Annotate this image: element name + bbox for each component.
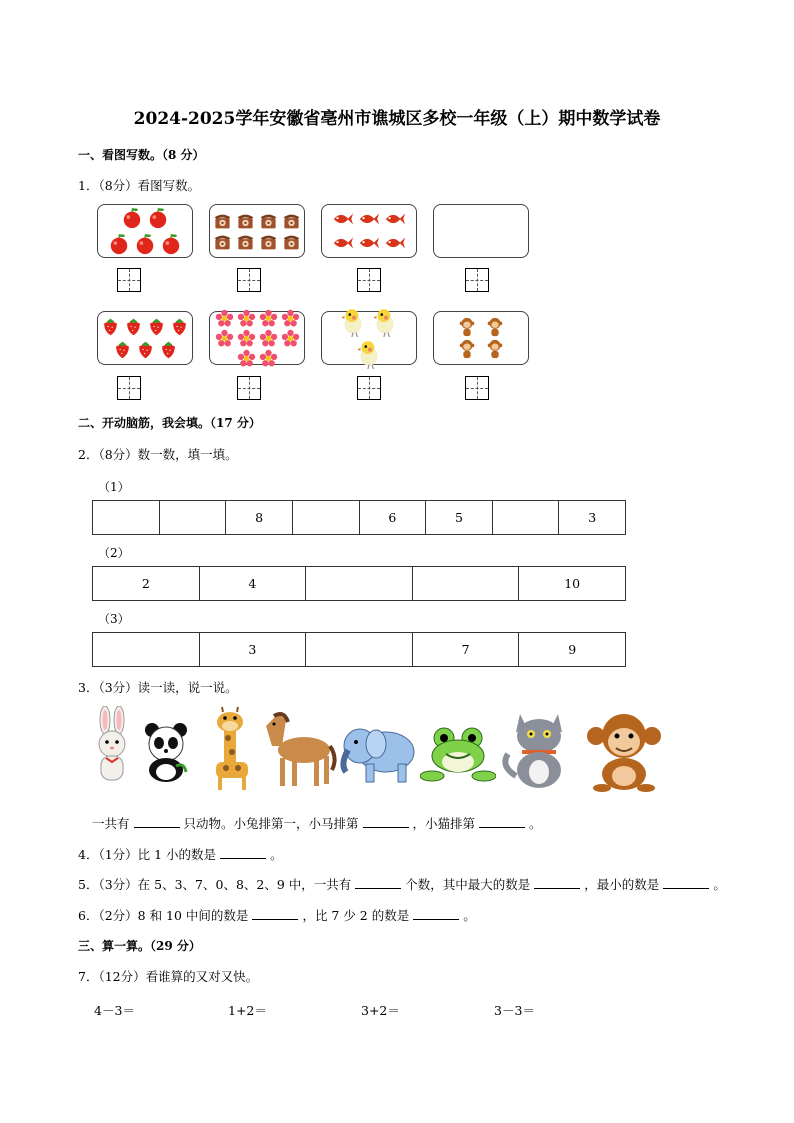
flower-icon	[259, 349, 278, 368]
horse-icon	[258, 706, 338, 788]
q4-text-a: 4．（1分）比 1 小的数是	[78, 847, 217, 862]
monkey-icon	[586, 712, 662, 792]
monkey-icon	[484, 316, 506, 338]
picture-box-empty	[433, 204, 529, 258]
sequence-cell[interactable]	[159, 501, 226, 535]
sequence-cell[interactable]	[93, 633, 200, 667]
telephone-icon	[213, 232, 232, 251]
sequence-cell[interactable]	[306, 567, 413, 601]
question-7: 7．（12分）看谁算的又对又快。	[78, 969, 259, 984]
answer-blank[interactable]	[479, 815, 525, 828]
sequence-cell[interactable]	[412, 567, 519, 601]
cat-icon	[500, 706, 580, 788]
question-4	[78, 845, 283, 863]
sequence-cell[interactable]	[306, 633, 413, 667]
flower-icon	[259, 309, 278, 328]
fish-icon	[358, 232, 380, 254]
answer-grid[interactable]	[237, 376, 261, 400]
section-heading-2: 二、开动脑筋，我会填。（17 分）	[78, 416, 261, 430]
q3-text-a: 一共有	[92, 816, 130, 831]
sequence-cell: 5	[426, 501, 493, 535]
picture-box-strawberries	[97, 311, 193, 365]
answer-blank[interactable]	[134, 815, 180, 828]
picture-box-apples	[97, 204, 193, 258]
part-label-3: （3）	[98, 612, 130, 626]
q5-text-a: 5．（3分）在 5、3、7、0、8、2、9 中，一共有	[78, 877, 352, 892]
strawberry-icon	[159, 340, 178, 359]
answer-grid[interactable]	[237, 268, 261, 292]
apple-icon	[121, 207, 143, 229]
answer-blank[interactable]	[355, 876, 401, 889]
fish-icon	[384, 232, 406, 254]
apple-icon	[108, 233, 130, 255]
fish-icon	[332, 232, 354, 254]
sequence-cell: 3	[559, 501, 626, 535]
flower-icon	[281, 329, 300, 348]
sequence-cell: 8	[226, 501, 293, 535]
fish-icon	[384, 208, 406, 230]
number-sequence-3	[92, 632, 626, 667]
panda-icon	[140, 722, 192, 782]
answer-grid[interactable]	[117, 376, 141, 400]
section-heading-1: 一、看图写数。（8 分）	[78, 148, 205, 162]
monkey-icon	[456, 338, 478, 360]
q5-text-d: 。	[713, 877, 726, 892]
monkey-icon	[456, 316, 478, 338]
answer-blank[interactable]	[534, 876, 580, 889]
telephone-icon	[236, 232, 255, 251]
answer-blank[interactable]	[363, 815, 409, 828]
q6-text-a: 6．（2分）8 和 10 中间的数是	[78, 908, 249, 923]
page-title: 2024-2025学年安徽省亳州市谯城区多校一年级（上）期中数学试卷	[133, 109, 661, 129]
q3-text-d: 。	[529, 816, 542, 831]
strawberry-icon	[136, 340, 155, 359]
question-6	[78, 906, 476, 924]
number-sequence-2	[92, 566, 626, 601]
monkey-icon	[484, 338, 506, 360]
q5-text-c: ，最小的数是	[584, 877, 660, 892]
question-5	[78, 875, 726, 893]
strawberry-icon	[113, 340, 132, 359]
part-label-2: （2）	[98, 546, 130, 560]
sequence-cell: 3	[199, 633, 306, 667]
apple-icon	[134, 233, 156, 255]
bird-icon	[356, 339, 382, 369]
elephant-icon	[338, 720, 418, 784]
number-sequence-1	[92, 500, 626, 535]
picture-box-fish	[321, 204, 417, 258]
flower-icon	[237, 309, 256, 328]
flower-icon	[259, 329, 278, 348]
apple-icon	[147, 207, 169, 229]
calc-item: 3+2＝	[361, 1003, 400, 1018]
q6-text-b: ，比 7 少 2 的数是	[302, 908, 410, 923]
answer-grid[interactable]	[465, 268, 489, 292]
strawberry-icon	[170, 317, 189, 336]
calc-item: 1+2＝	[228, 1003, 267, 1018]
flower-icon	[215, 309, 234, 328]
answer-blank[interactable]	[252, 907, 298, 920]
question-1: 1．（8分）看图写数。	[78, 178, 201, 193]
answer-blank[interactable]	[663, 876, 709, 889]
giraffe-icon	[206, 706, 258, 792]
sequence-cell: 4	[199, 567, 306, 601]
strawberry-icon	[101, 317, 120, 336]
sequence-cell: 2	[93, 567, 200, 601]
question-3: 3．（3分）读一读，说一说。	[78, 680, 238, 695]
telephone-icon	[282, 232, 301, 251]
telephone-icon	[236, 211, 255, 230]
section-heading-3: 三、算一算。（29 分）	[78, 939, 201, 953]
telephone-icon	[259, 232, 278, 251]
q5-text-b: 个数，其中最大的数是	[405, 877, 531, 892]
answer-blank[interactable]	[220, 846, 266, 859]
rabbit-icon	[90, 706, 134, 786]
strawberry-icon	[124, 317, 143, 336]
picture-box-flowers	[209, 311, 305, 365]
telephone-icon	[282, 211, 301, 230]
picture-box-birds	[321, 311, 417, 365]
flower-icon	[237, 329, 256, 348]
answer-grid[interactable]	[465, 376, 489, 400]
answer-grid[interactable]	[357, 376, 381, 400]
sequence-cell[interactable]	[292, 501, 359, 535]
apple-icon	[160, 233, 182, 255]
picture-box-monkeys	[433, 311, 529, 365]
sequence-cell: 10	[519, 567, 626, 601]
bird-icon	[372, 307, 398, 337]
answer-grid[interactable]	[117, 268, 141, 292]
frog-icon	[420, 726, 496, 784]
flower-icon	[281, 309, 300, 328]
q3-text-c: ，小猫排第	[412, 816, 476, 831]
flower-icon	[215, 329, 234, 348]
question-2: 2．（8分）数一数，填一填。	[78, 447, 238, 462]
telephone-icon	[259, 211, 278, 230]
answer-blank[interactable]	[413, 907, 459, 920]
sequence-cell[interactable]	[93, 501, 160, 535]
question-3-answer-line	[92, 814, 542, 832]
calc-item: 4－3＝	[94, 1003, 135, 1018]
q3-text-b: 只动物。小兔排第一，小马排第	[183, 816, 359, 831]
q4-text-b: 。	[270, 847, 283, 862]
part-label-1: （1）	[98, 480, 130, 494]
telephone-icon	[213, 211, 232, 230]
sequence-cell: 6	[359, 501, 426, 535]
fish-icon	[358, 208, 380, 230]
strawberry-icon	[147, 317, 166, 336]
picture-box-telephones	[209, 204, 305, 258]
q6-text-c: 。	[463, 908, 476, 923]
bird-icon	[340, 307, 366, 337]
fish-icon	[332, 208, 354, 230]
calc-item: 3－3＝	[494, 1003, 535, 1018]
sequence-cell: 9	[519, 633, 626, 667]
sequence-cell: 7	[412, 633, 519, 667]
answer-grid[interactable]	[357, 268, 381, 292]
flower-icon	[237, 349, 256, 368]
sequence-cell[interactable]	[492, 501, 559, 535]
